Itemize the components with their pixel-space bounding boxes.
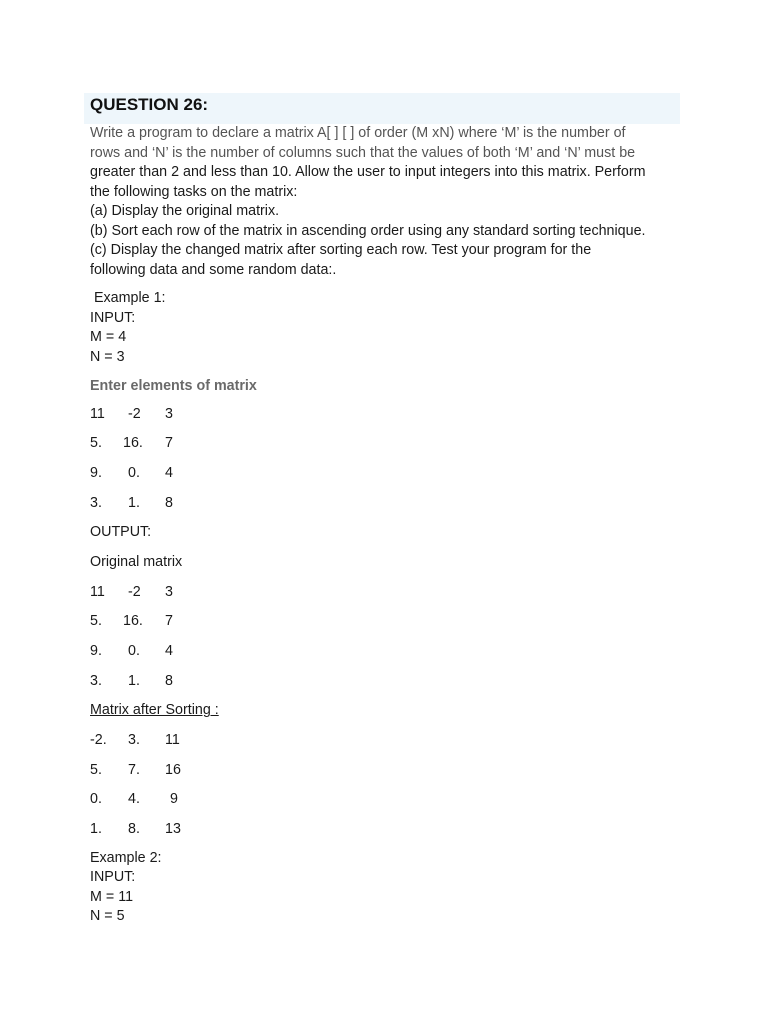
input-label: INPUT: [90,869,136,886]
matrix-cell: 11 [90,405,105,422]
example-2 [90,849,690,927]
matrix-cell: 3 [165,405,173,422]
n-value: N = 3 [90,348,125,365]
matrix-cell: 16. [123,435,143,452]
matrix-cell: 16 [165,761,181,778]
matrix-cell: 3. [128,732,140,749]
matrix-cell: 11 [90,583,105,600]
matrix-cell: 13 [165,821,181,838]
matrix-cell: -2 [128,405,141,422]
matrix-cell: 1. [90,821,102,838]
matrix-cell: 5. [90,761,102,778]
matrix-cell: 1. [128,494,140,511]
matrix-row [90,785,690,815]
m-value: M = 11 [90,888,134,905]
matrix-row [90,400,690,430]
matrix-row [90,726,690,756]
input-label: INPUT: [90,309,136,326]
question-text-line: rows and ‘N’ is the number of columns such that the values of both ‘M’ and ‘N’ must be [90,144,636,161]
m-value: M = 4 [90,329,127,345]
question-text-line: following data and some random data:. [90,261,337,278]
matrix-cell: 4 [165,464,173,481]
matrix-cell: 8 [165,672,173,689]
matrix-cell: 5. [90,613,102,630]
question-header [84,93,680,124]
matrix-row [90,637,690,667]
question-text [90,124,690,280]
matrix-row [90,578,690,608]
matrix-cell: 7 [165,613,173,630]
example-1-label: Example 1: [94,290,166,306]
matrix-row [90,489,690,519]
matrix-after-sorting-label: Matrix after Sorting : [90,702,219,719]
matrix-cell: 3 [165,583,173,600]
matrix-cell: 8. [128,821,140,838]
original-matrix [90,578,690,697]
question-title: QUESTION 26: [90,95,209,114]
question-text-line: Write a program to declare a matrix A[ ] [ ] of order (M xN) where ‘M’ is the number of [90,125,626,141]
matrix-row [90,607,690,637]
example-1 [90,289,690,367]
matrix-row [90,429,690,459]
matrix-cell: 7. [128,761,140,778]
matrix-cell: 4. [128,791,140,808]
original-matrix-label: Original matrix [90,553,183,570]
example-2-label: Example 2: [90,849,162,866]
matrix-cell: 3. [90,672,102,689]
matrix-cell: 0. [90,791,102,808]
matrix-cell: 11 [165,732,180,749]
matrix-cell: 9. [90,464,102,481]
input-matrix [90,400,690,519]
matrix-cell: 4 [165,643,173,659]
task-b-line: (b) Sort each row of the matrix in ascending order using any standard sorting technique. [90,222,646,239]
matrix-row [90,667,690,697]
matrix-row [90,756,690,786]
matrix-cell: 1. [128,672,140,689]
matrix-cell: 0. [128,464,140,481]
sorted-matrix [90,726,690,845]
matrix-cell: 7 [165,435,173,452]
question-text-line: greater than 2 and less than 10. Allow the user to input integers into this matrix. Perform [90,164,646,180]
matrix-cell: 5. [90,435,102,452]
n-value: N = 5 [90,908,125,925]
matrix-cell: 8 [165,494,173,511]
question-text-line: the following tasks on the matrix: [90,183,298,200]
question-content [90,124,690,927]
matrix-cell: 9 [170,791,178,808]
matrix-cell: 16. [123,613,143,630]
matrix-cell: -2. [90,732,107,749]
matrix-row [90,459,690,489]
matrix-cell: 0. [128,643,140,659]
output-label: OUTPUT: [90,524,152,541]
task-a-line: (a) Display the original matrix. [90,203,280,219]
task-c-line: (c) Display the changed matrix after sorting each row. Test your program for the [90,242,592,258]
matrix-cell: -2 [128,583,141,600]
matrix-cell: 3. [90,494,102,511]
matrix-cell: 9. [90,643,102,659]
enter-elements-heading: Enter elements of matrix [90,378,257,394]
matrix-row [90,815,690,845]
